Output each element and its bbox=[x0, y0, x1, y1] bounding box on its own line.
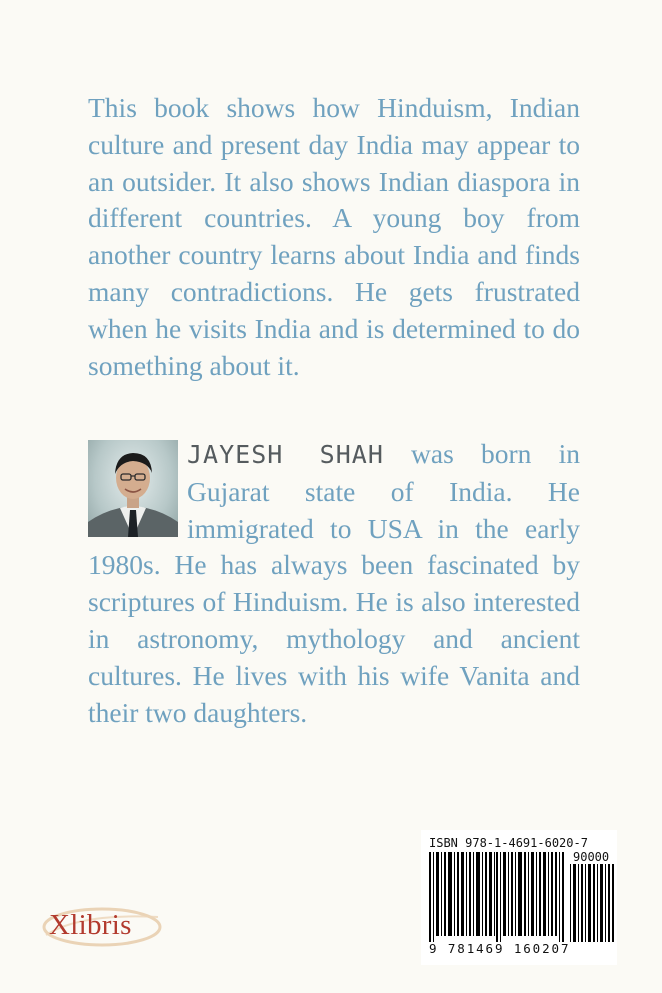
publisher-logo bbox=[40, 905, 165, 950]
publisher-name: Xlibris bbox=[49, 909, 132, 941]
author-bio-text: was born in Gujarat state of India. He immigrated to USA in the early 1980s. He has always been fascinated by scriptures of Hinduism. He is also interested in astronomy, mythology and ancient cultures. He lives with his wife Vanita and their two daughters. bbox=[88, 438, 580, 728]
isbn-barcode bbox=[421, 830, 617, 965]
price-code: 90000 bbox=[573, 850, 610, 864]
author-portrait-image bbox=[88, 440, 178, 537]
author-name: JAYESH SHAH bbox=[187, 440, 384, 469]
book-blurb: This book shows how Hinduism, Indian culture and present day India may appear to an outsider. It also shows Indian diaspora in different countries. A young boy from another country learns about India and finds many contradictions. He gets frustrated when he visits India and is determined to do something about it. bbox=[88, 92, 580, 381]
author-bio bbox=[88, 436, 580, 731]
isbn-label: ISBN 978-1-4691-6020-7 bbox=[429, 836, 588, 850]
barcode-digits: 9 781469 160207 bbox=[429, 941, 571, 956]
barcode-bars bbox=[429, 852, 615, 942]
author-photo-frame bbox=[88, 436, 187, 538]
author-photo bbox=[88, 440, 178, 537]
